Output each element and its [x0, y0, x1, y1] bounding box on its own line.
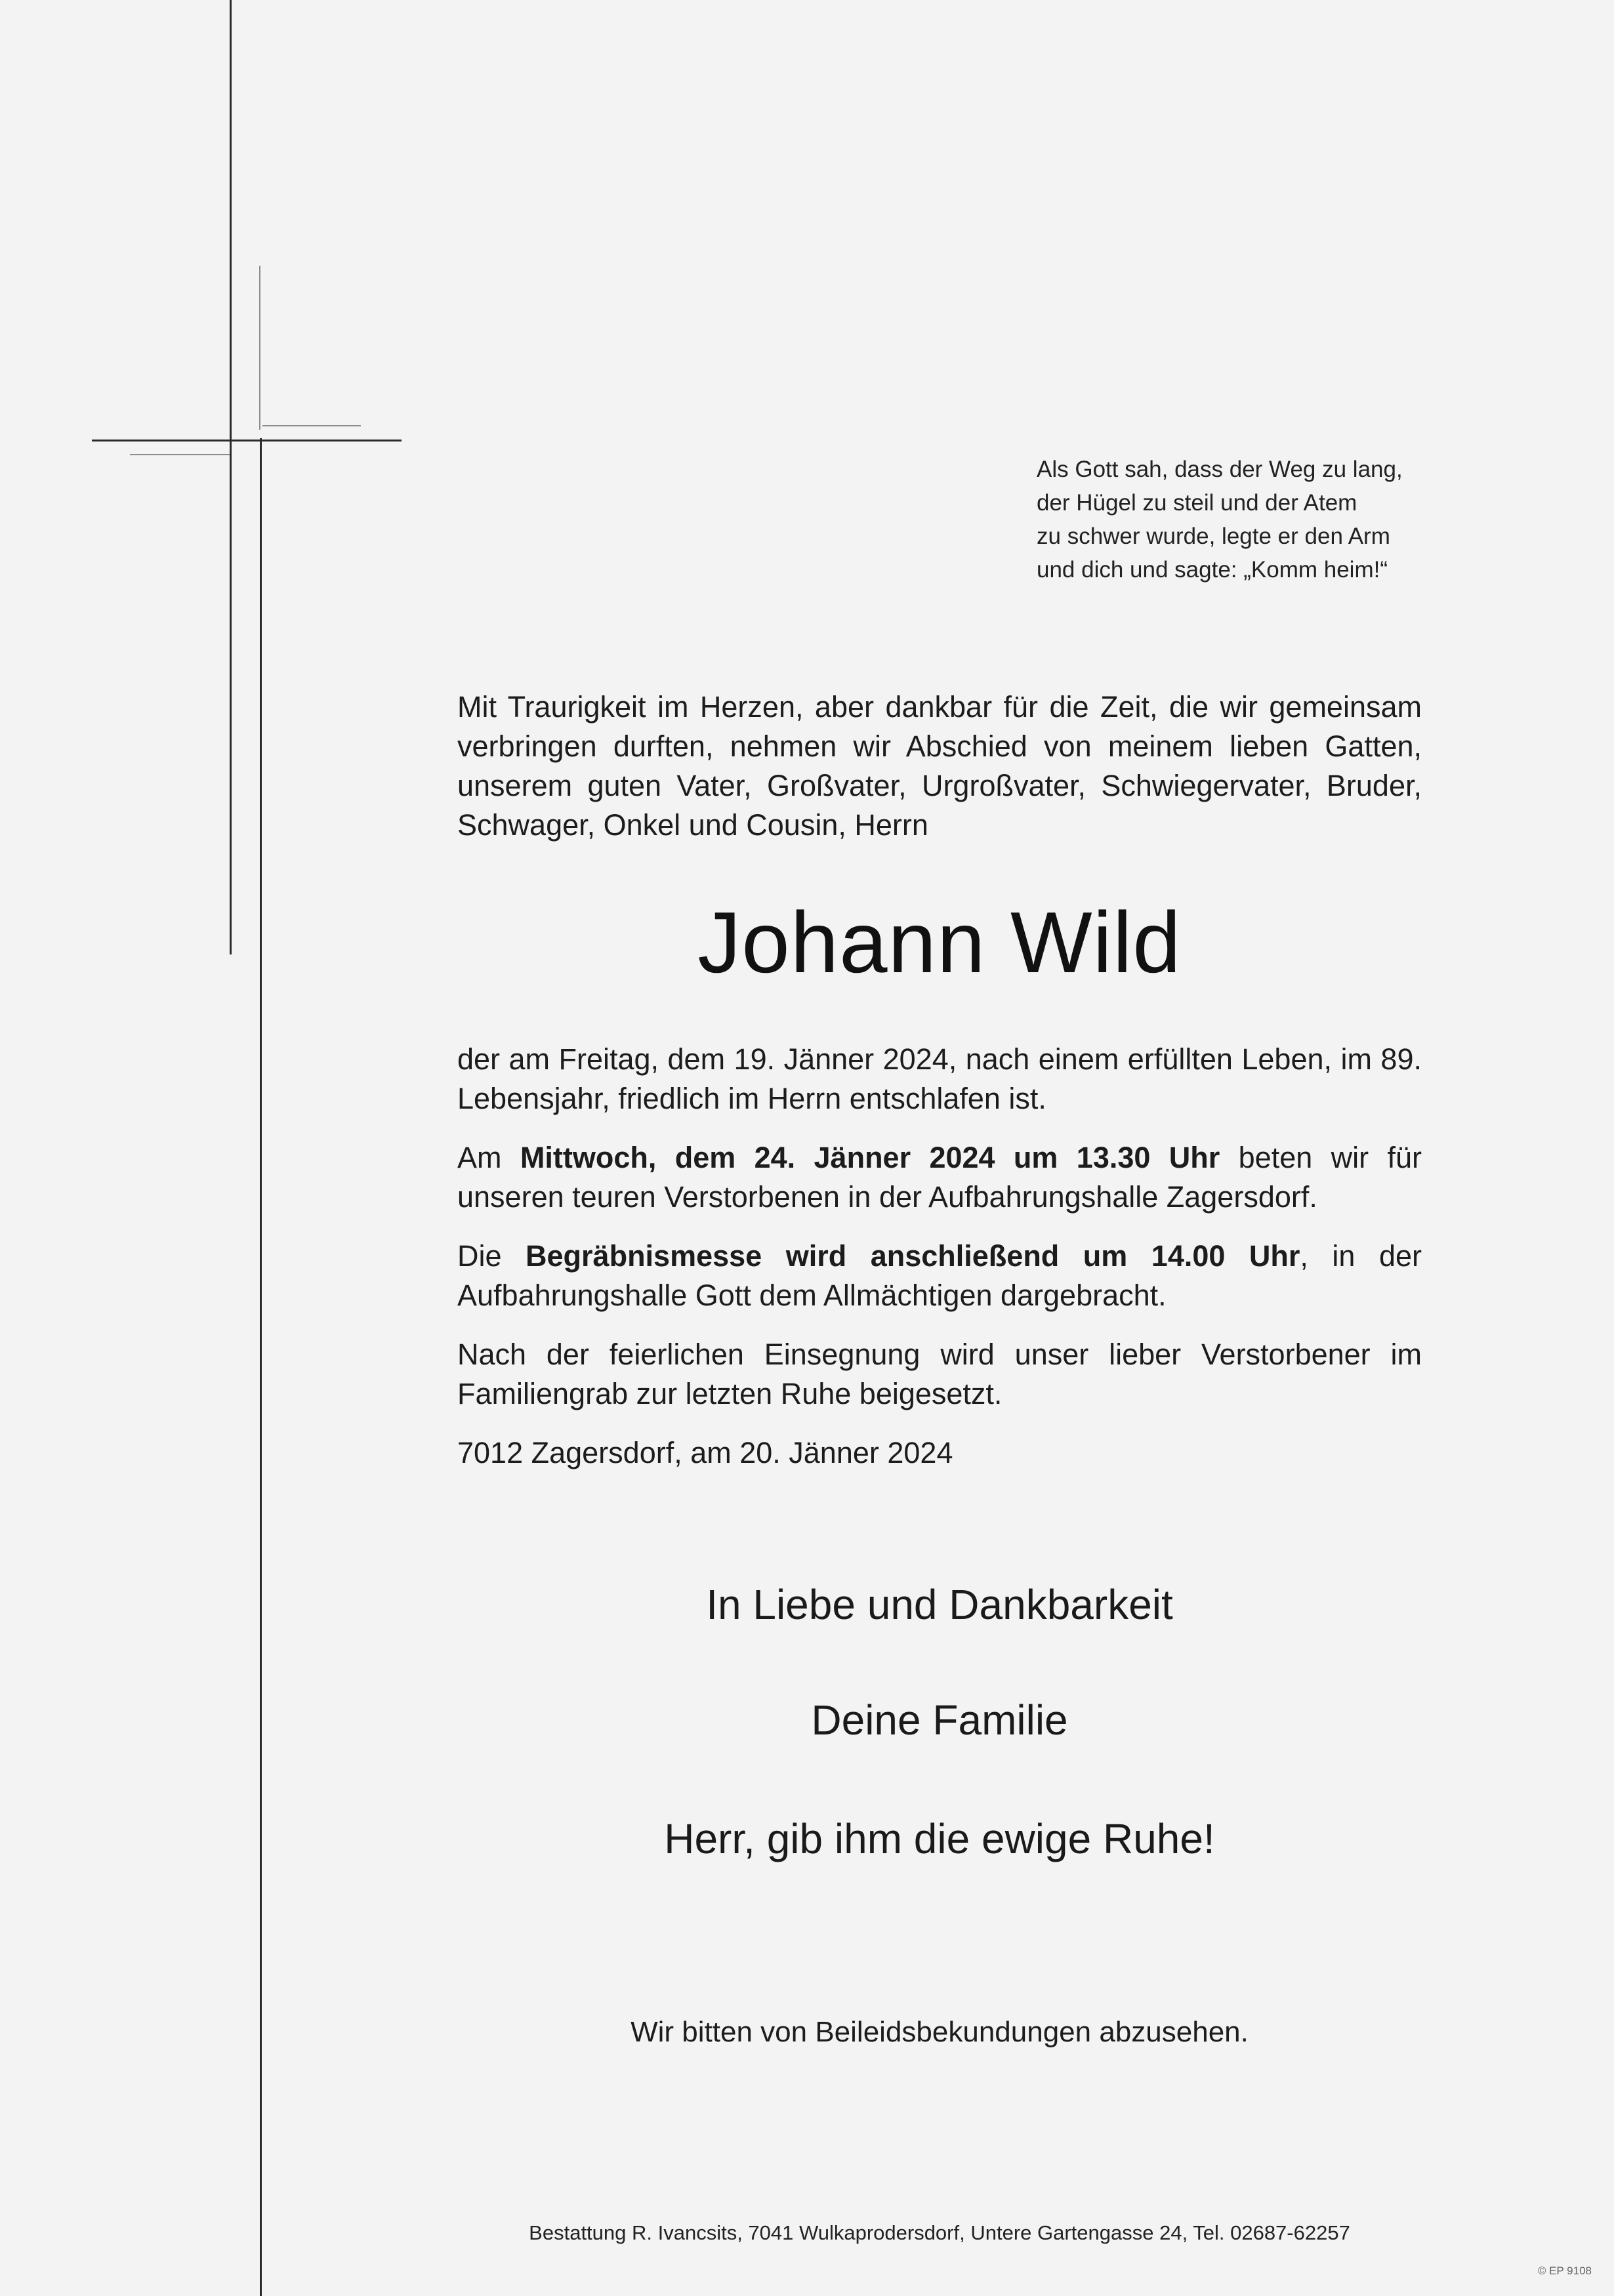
prayer-pre: Am [457, 1141, 520, 1174]
condolence-request: Wir bitten von Beileidsbekundungen abzusehen. [631, 2016, 1249, 2048]
poem-line: Als Gott sah, dass der Weg zu lang, [1037, 457, 1403, 482]
place-date: 7012 Zagersdorf, am 20. Jänner 2024 [457, 1436, 953, 1469]
burial-paragraph: Nach der feierlichen Einsegnung wird unser lieber Verstorbener im Familiengrab zur letzten Ruhe beigesetzt. [457, 1338, 1422, 1410]
cross-horizontal-upper-right [262, 425, 361, 426]
deceased-name: Johann Wild [697, 894, 1182, 991]
poem-line: der Hügel zu steil und der Atem [1037, 490, 1357, 516]
announcement-body [457, 1040, 1422, 1473]
poem-line: zu schwer wurde, legte er den Arm [1037, 523, 1390, 549]
prayer-date-time: Mittwoch, dem 24. Jänner 2024 um 13.30 Uhr [520, 1141, 1220, 1174]
mass-pre: Die [457, 1239, 526, 1273]
closing-love: In Liebe und Dankbarkeit [706, 1581, 1173, 1628]
death-paragraph: der am Freitag, dem 19. Jänner 2024, nach einem erfüllten Leben, im 89. Lebensjahr, friedlich im Herrn entschlafen ist. [457, 1042, 1422, 1115]
closing-family: Deine Familie [811, 1696, 1068, 1744]
poem-line: und dich und sagte: „Komm heim!“ [1037, 557, 1388, 583]
cross-horizontal-lower-left [130, 454, 230, 455]
mass-paragraph [457, 1237, 1422, 1315]
funeral-home-footer: Bestattung R. Ivancsits, 7041 Wulkaprodersdorf, Untere Gartengasse 24, Tel. 02687-62257 [529, 2221, 1350, 2244]
cross-right-vertical-lower [260, 438, 262, 2296]
prayer-post: beten wir für unseren teuren Verstorbenen in der Aufbahrungshalle Zagersdorf. [457, 1141, 1422, 1214]
mass-post: , in der Aufbahrungshalle Gott dem Allmächtigen dargebracht. [457, 1239, 1422, 1312]
cross-horizontal [92, 440, 402, 441]
cross-left-vertical [230, 0, 232, 954]
mass-time: Begräbnismesse wird anschließend um 14.00 Uhr [526, 1239, 1300, 1273]
cross-right-vertical-upper [259, 266, 260, 430]
closing-prayer: Herr, gib ihm die ewige Ruhe! [664, 1815, 1215, 1862]
intro-paragraph: Mit Traurigkeit im Herzen, aber dankbar für die Zeit, die wir gemeinsam verbringen durften, nehmen wir Abschied von meinem lieben Gatten, unserem guten Vater, Großvater, Urgroßvater, Schwiegervater, Bruder, Schwager, Onkel und Cousin, Herrn [457, 690, 1422, 842]
print-code: © EP 9108 [1537, 2265, 1592, 2277]
prayer-paragraph [457, 1138, 1422, 1217]
poem [1037, 453, 1443, 586]
